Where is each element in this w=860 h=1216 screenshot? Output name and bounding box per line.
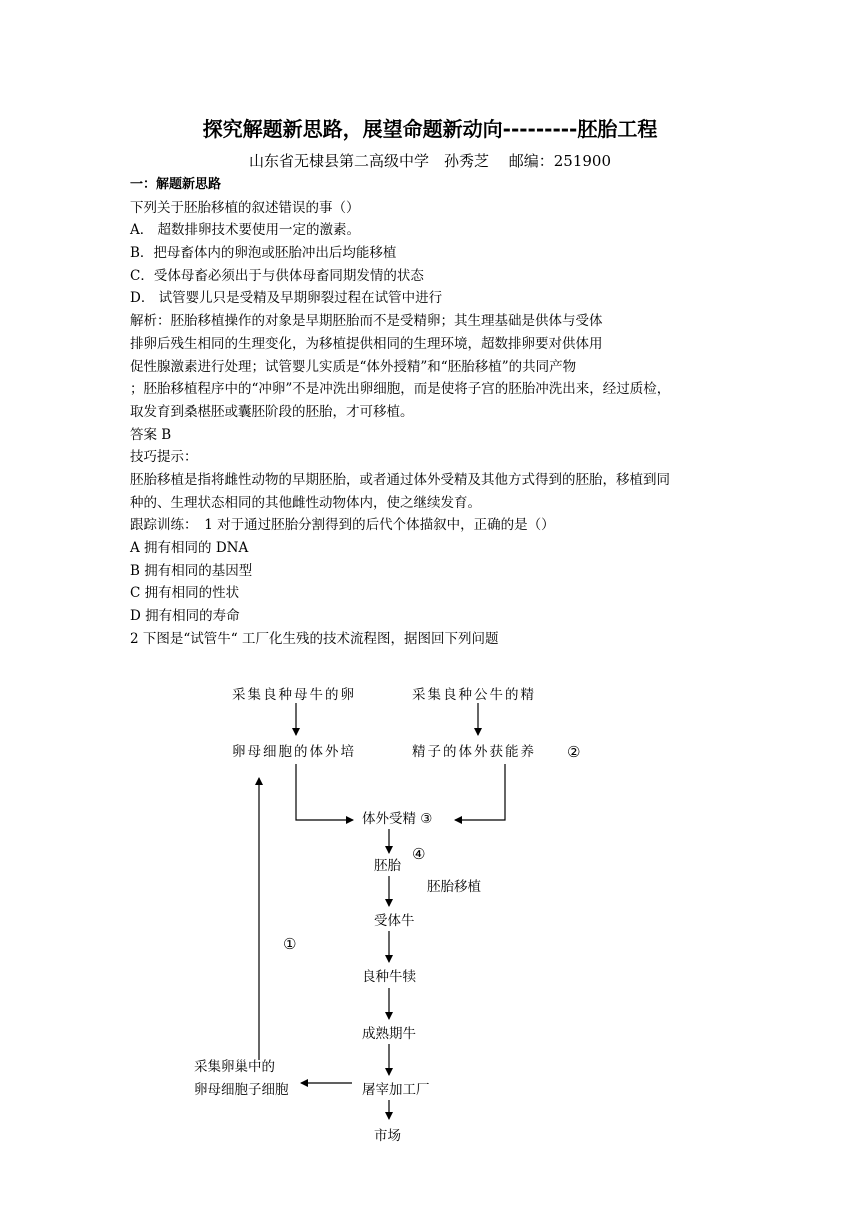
option-d: D． 试管婴儿只是受精及早期卵裂过程在试管中进行 xyxy=(130,290,443,307)
practice-option-a: A 拥有相同的 DNA xyxy=(130,540,249,556)
node-fertilization: 体外受精 ③ xyxy=(362,811,433,827)
practice-option-d: D 拥有相同的寿命 xyxy=(130,608,240,625)
practice-question-2: 2 下图是“试管牛“ 工厂化生残的技术流程图，据图回下列问题 xyxy=(130,630,499,647)
arrow-capacitation-to-fertilization xyxy=(455,764,505,820)
page-title: 探究解题新思路，展望命题新动向---------胚胎工程 xyxy=(202,117,658,141)
node-market: 市场 xyxy=(374,1128,401,1144)
option-a: A． 超数排卵技术要使用一定的激素。 xyxy=(130,222,361,239)
analysis-line: 取发育到桑椹胚或囊胚阶段的胚胎，才可移植。 xyxy=(130,403,414,420)
analysis-line: ；胚胎移植程序中的“冲卵”不是冲洗出卵细胞，而是使将子宫的胚胎冲洗出来，经过质检， xyxy=(130,381,671,398)
label-embryo-transfer: 胚胎移植 xyxy=(427,879,481,895)
node-recipient: 受体牛 xyxy=(374,913,415,929)
tips-heading: 技巧提示： xyxy=(130,449,198,466)
node-collect-egg: 采集良种母牛的卵 xyxy=(232,687,356,703)
step-marker-1: ① xyxy=(283,935,297,953)
practice-option-c: C 拥有相同的性状 xyxy=(130,585,240,602)
node-ovary-line1: 采集卵巢中的 xyxy=(194,1059,275,1075)
node-collect-sperm: 采集良种公牛的精 xyxy=(412,687,536,703)
analysis-line: 排卵后残生相同的生理变化，为移植提供相同的生理环境，超数排卵要对供体用 xyxy=(130,335,603,352)
step-marker-2: ② xyxy=(567,743,581,761)
option-c: C．受体母畜必须出于与供体母畜同期发情的状态 xyxy=(130,267,424,284)
node-slaughter: 屠宰加工厂 xyxy=(362,1082,430,1098)
analysis-line: 促性腺激素进行处理；试管婴儿实质是“体外授精”和“胚胎移植”的共同产物 xyxy=(130,358,577,375)
document-body xyxy=(130,174,740,650)
tips-line: 种的、生理状态相同的其他雌性动物体内，使之继续发育。 xyxy=(130,494,481,511)
section-heading: 一：解题新思路 xyxy=(130,177,222,192)
node-egg-culture: 卵母细胞的体外培 xyxy=(232,744,356,760)
node-ovary-line2: 卵母细胞子细胞 xyxy=(194,1082,289,1098)
node-mature: 成熟期牛 xyxy=(362,1026,416,1042)
node-sperm-capacitation: 精子的体外获能养 xyxy=(412,744,536,760)
question-stem: 下列关于胚胎移植的叙述错误的事（） xyxy=(130,199,360,216)
option-b: B．把母畜体内的卵泡或胚胎冲出后均能移植 xyxy=(130,245,397,262)
author-line: 山东省无棣县第二高级中学 孙秀芝 邮编：251900 xyxy=(248,152,612,170)
arrow-culture-to-fertilization xyxy=(296,764,353,820)
practice-option-b: B 拥有相同的基因型 xyxy=(130,562,253,579)
step-marker-4: ④ xyxy=(412,845,426,863)
node-embryo: 胚胎 xyxy=(374,858,401,874)
answer: 答案 B xyxy=(130,426,172,443)
practice-question: 跟踪训练： 1 对于通过胚胎分割得到的后代个体描叙中，正确的是（） xyxy=(130,517,555,534)
analysis-line: 解析：胚胎移植操作的对象是早期胚胎而不是受精卵；其生理基础是供体与受体 xyxy=(130,313,603,330)
node-calf: 良种牛犊 xyxy=(362,969,416,985)
tips-line: 胚胎移植是指将雌性动物的早期胚胎，或者通过体外受精及其他方式得到的胚胎，移植到同 xyxy=(130,471,670,488)
